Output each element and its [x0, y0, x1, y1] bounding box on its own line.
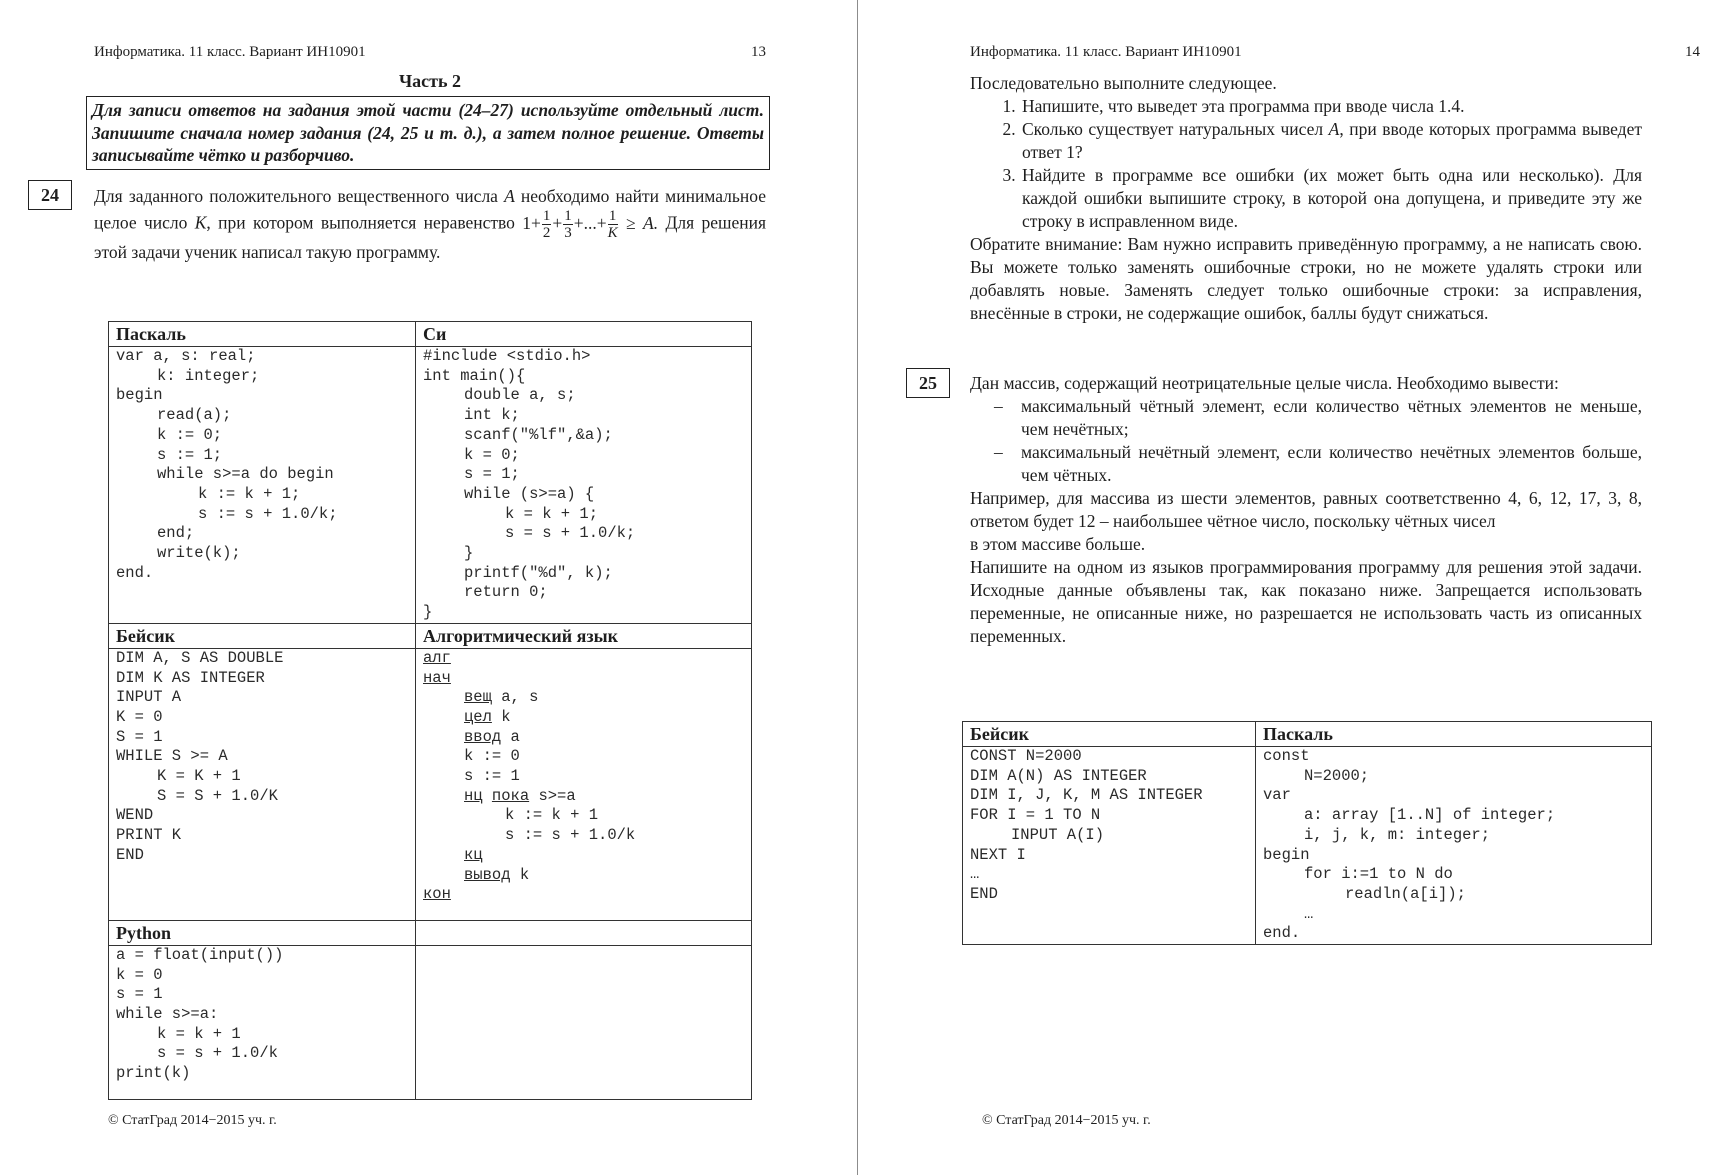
code-line: var a, s: real; [116, 347, 256, 365]
c-code [416, 347, 752, 624]
task-number-24: 24 [28, 180, 72, 210]
code-line [423, 688, 744, 708]
code-line [423, 885, 744, 905]
code-line: s := s + 1.0/k; [198, 504, 338, 523]
part-title: Часть 2 [398, 71, 462, 91]
code-line: int main(){ [423, 366, 526, 385]
fraction-denominator: 3 [564, 225, 572, 241]
list-item: 1. Напишите, что выведет эта программа при вводе числа 1.4. [1020, 95, 1642, 118]
code-line [423, 787, 744, 807]
keyword-nach: нач [423, 668, 451, 687]
formula-one: 1 [522, 212, 532, 233]
basic-title: Бейсик [963, 722, 1256, 747]
code-line: k: integer; [157, 366, 260, 385]
code-line: while s>=a do begin [157, 465, 334, 484]
code-line: a = float(input()) [116, 945, 284, 964]
code-line: s := s + 1.0/k [505, 826, 636, 845]
code-line: k = k + 1; [505, 504, 599, 523]
code-line: scanf("%lf",&a); [464, 425, 613, 444]
code-line: end; [157, 524, 195, 543]
code-line: s = s + 1.0/k; [505, 524, 636, 543]
code-line: k := 0; [157, 425, 223, 444]
code-line: S = S + 1.0/K [157, 786, 278, 805]
keyword-poka: пока [491, 786, 530, 805]
code-line: a: array [1..N] of integer; [1304, 806, 1556, 825]
page-header: Информатика. 11 класс. Вариант ИН10901 [94, 44, 366, 60]
task-25-text [970, 372, 1642, 648]
code-line: readln(a[i]); [1345, 884, 1466, 903]
example-text: Например, для массива из шести элементов, равных соответственно 4, 6, 12, 17, 3, 8, ответом будет 12 – наибольшее чётное число, поскольку чётных чисел [970, 488, 1642, 531]
list-item: – максимальный нечётный элемент, если количество нечётных элементов больше, чем чётных. [970, 441, 1642, 487]
pascal-code [1256, 747, 1652, 945]
code-line: begin [116, 386, 163, 405]
fraction-denominator: K [607, 225, 618, 241]
intro-text: Последовательно выполните следующее. [970, 73, 1277, 93]
code-line: k = 0 [116, 965, 163, 984]
page-header: Информатика. 11 класс. Вариант ИН10901 [970, 44, 1242, 60]
code-line: end. [1263, 924, 1301, 943]
page-footer: © СтатГрад 2014−2015 уч. г. [982, 1113, 1151, 1128]
code-line: for i:=1 to N do [1304, 865, 1453, 884]
code-line: s = 1 [116, 985, 163, 1004]
c-title: Си [416, 322, 752, 347]
list-item: 3. Найдите в программе все ошибки (их может быть одна или несколько). Для каждой ошибки выпишите строку, в которой она допущена, и приведите эту же строку в исправленном виде. [1020, 164, 1642, 233]
task-24-text [94, 185, 766, 264]
code-text: a, s [501, 688, 539, 707]
formula-ellipsis: +...+ [573, 212, 607, 233]
code-line: k := k + 1 [505, 806, 599, 825]
steps-list [970, 95, 1642, 233]
page-footer: © СтатГрад 2014−2015 уч. г. [108, 1113, 277, 1128]
conditions-list [970, 395, 1642, 487]
var-k: K [194, 212, 207, 233]
keyword-cel: цел [464, 707, 492, 726]
step-text: , при вводе которых программа выведет ответ 1? [1022, 119, 1642, 162]
fraction-denominator: 2 [542, 225, 551, 241]
code-text: k [501, 707, 511, 726]
task-text-c: , при котором выполняется неравенство [206, 212, 515, 233]
code-line: NEXT I [970, 845, 1026, 864]
code-line: END [116, 845, 144, 864]
code-line: K = 0 [116, 707, 163, 726]
task-number-25: 25 [906, 368, 950, 398]
page-number: 14 [1685, 44, 1700, 60]
code-line: s := 1; [157, 445, 223, 464]
keyword-vvod: ввод [464, 727, 502, 746]
code-line: DIM A, S AS DOUBLE [116, 648, 284, 667]
code-text: k [519, 865, 530, 884]
var-a: A [504, 186, 515, 206]
code-line: double a, s; [464, 386, 576, 405]
example-text: в этом массиве больше. [970, 534, 1146, 554]
fraction-1-3 [563, 208, 573, 241]
algo-code [416, 648, 752, 920]
fraction-numerator: 1 [564, 208, 572, 224]
code-line: INPUT A [116, 688, 182, 707]
formula-plus: + [552, 212, 563, 233]
fraction-1-2 [542, 208, 552, 241]
code-line: END [970, 884, 998, 903]
note-text: Обратите внимание: Вам нужно исправить приведённую программу, а не написать свою. Вы можете только заменять ошибочные строки, но не можете удалять строки или добавлять новые. Заменять следует только ошибочные строки: за исправления, внесённые в строки, не содержащие ошибок, баллы будут снижаться. [970, 234, 1642, 323]
code-line: N=2000; [1304, 766, 1370, 785]
basic-title: Бейсик [109, 623, 416, 648]
code-line: } [464, 544, 474, 563]
pascal-title: Паскаль [109, 322, 416, 347]
code-line: const [1263, 747, 1310, 765]
var-a: A [1328, 119, 1340, 139]
task-text-b: необходимо найти минимальное целое число [94, 186, 766, 233]
python-code [109, 945, 416, 1099]
step-text: Сколько существует натуральных чисел [1022, 119, 1324, 139]
instructions-block [970, 72, 1642, 325]
code-table-25 [962, 721, 1652, 945]
pascal-title: Паскаль [1256, 722, 1652, 747]
code-line: end. [116, 563, 154, 582]
inequality-formula [522, 208, 665, 241]
code-line: S = 1 [116, 727, 163, 746]
fraction-numerator: 1 [608, 208, 617, 224]
algo-title: Алгоритмический язык [416, 623, 752, 648]
code-line: s = 1; [464, 465, 520, 484]
code-line: … [970, 865, 980, 884]
code-line [423, 728, 744, 748]
code-line [423, 846, 744, 866]
code-line: while (s>=a) { [464, 484, 595, 503]
code-line: s := 1 [464, 767, 520, 786]
instruction-text: Напишите на одном из языков программирования программу для решения этой задачи. Исходные данные объявлены так, как показано ниже. Запрещается использовать переменные, не описанные ниже, но разрешается не использовать часть из описанных переменных. [970, 557, 1642, 646]
code-line: INPUT A(I) [1011, 825, 1105, 844]
keyword-vyvod: вывод [464, 865, 511, 884]
code-line: DIM A(N) AS INTEGER [970, 766, 1147, 785]
formula-plus: + [531, 212, 541, 233]
code-line [423, 708, 744, 728]
code-line: i, j, k, m: integer; [1304, 825, 1491, 844]
basic-code [963, 747, 1256, 945]
code-line: DIM K AS INTEGER [116, 668, 265, 687]
code-line: write(k); [157, 544, 241, 563]
task-text-d: Для решения этой задачи ученик написал такую программу. [94, 212, 767, 262]
code-text: s>=a [538, 786, 576, 805]
code-line [423, 669, 744, 689]
code-line: WHILE S >= A [116, 747, 228, 766]
formula-rhs: A. [643, 212, 659, 233]
code-line: K = K + 1 [157, 767, 241, 786]
code-line: k := 0 [464, 747, 520, 766]
task-text-a: Для заданного положительного вещественного числа [94, 186, 498, 206]
fraction-numerator: 1 [542, 208, 551, 224]
code-line [423, 866, 744, 886]
code-line: PRINT K [116, 826, 182, 845]
code-line: read(a); [157, 406, 232, 425]
code-line: CONST N=2000 [970, 747, 1082, 765]
page-14 [858, 0, 1712, 1175]
code-table-24 [108, 321, 752, 1100]
instructions-box: Для записи ответов на задания этой части (24–27) используйте отдельный лист. Запишите сначала номер задания (24, 25 и т. д.), а затем полное решение. Ответы записывайте чётко и разборчиво. [86, 96, 770, 170]
code-line: k = 0; [464, 445, 520, 464]
code-line: print(k) [116, 1064, 191, 1083]
code-line: while s>=a: [116, 1004, 219, 1023]
code-line [423, 649, 744, 669]
formula-geq: ≥ [626, 212, 636, 233]
code-line: begin [1263, 845, 1310, 864]
empty-cell [416, 945, 752, 1099]
code-line: #include <stdio.h> [423, 347, 591, 365]
page-number: 13 [751, 44, 766, 60]
code-line: printf("%d", k); [464, 563, 613, 582]
empty-cell [416, 920, 752, 945]
python-title: Python [109, 920, 416, 945]
task-text: Дан массив, содержащий неотрицательные целые числа. Необходимо вывести: [970, 373, 1559, 393]
code-text: a [510, 727, 520, 746]
code-line: … [1304, 904, 1314, 923]
pascal-code [109, 347, 416, 624]
keyword-alg: алг [423, 648, 451, 667]
code-line: } [423, 603, 433, 622]
list-item: – максимальный чётный элемент, если количество чётных элементов не меньше, чем нечётных; [970, 395, 1642, 441]
keyword-vesh: вещ [464, 688, 492, 707]
code-line: k = k + 1 [157, 1024, 241, 1043]
code-line: FOR I = 1 TO N [970, 806, 1101, 825]
code-line: k := k + 1; [198, 484, 301, 503]
list-item [1020, 118, 1642, 164]
code-line: s = s + 1.0/k [157, 1044, 278, 1063]
keyword-kon: кон [423, 885, 451, 904]
keyword-kc: кц [464, 845, 483, 864]
code-line: WEND [116, 806, 154, 825]
basic-code [109, 648, 416, 920]
code-line: var [1263, 786, 1291, 805]
code-line: int k; [464, 406, 520, 425]
code-line: DIM I, J, K, M AS INTEGER [970, 786, 1203, 805]
fraction-1-k [608, 208, 618, 241]
keyword-nc: нц [464, 786, 483, 805]
code-line: return 0; [464, 583, 548, 602]
